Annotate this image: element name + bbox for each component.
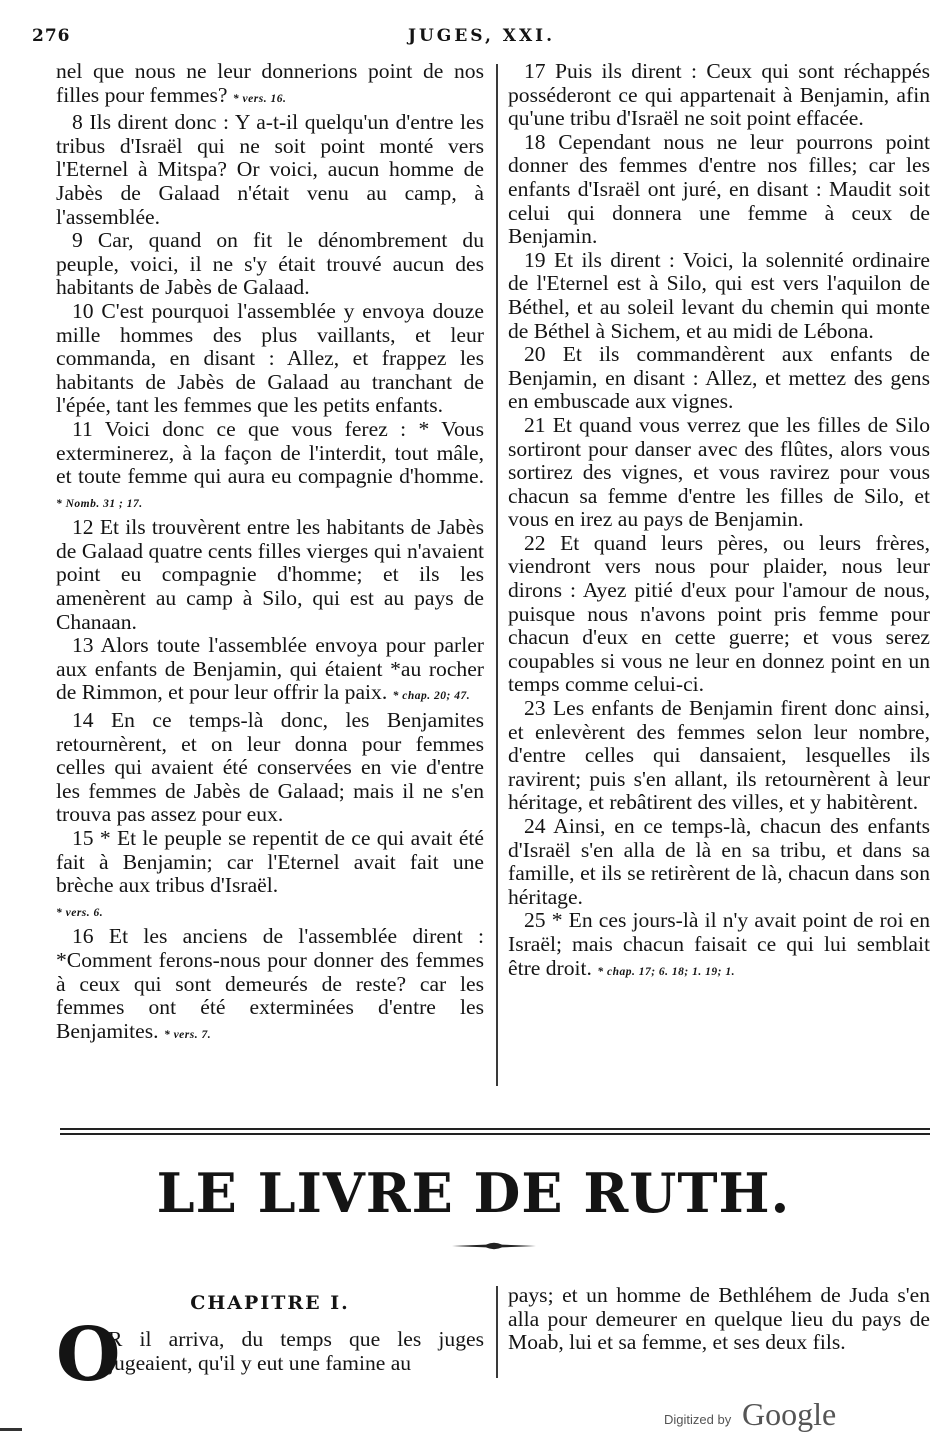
verse-23: 23 Les enfants de Benjamin firent donc ainsi, et enlevèrent des femmes selon leur nombre, d'entre celles qui dansaient, lesquelles ils ravirent; puis s'en allant, ils retournèrent à leur héritage, et rebâtirent des villes, et y habitèrent.: [508, 696, 930, 815]
ruth-right-text: pays; et un homme de Bethléhem de Juda s'en alla pour demeurer en quelque lieu du pays de Moab, lui et sa femme, et ses deux fils.: [508, 1283, 930, 1355]
verse-20: 20 Et ils commandèrent aux enfants de Benjamin, en disant : Allez, et mettez des gens en embuscade aux vignes.: [508, 342, 930, 414]
double-rule-top: [60, 1128, 930, 1130]
running-title: JUGES, XXI.: [407, 26, 556, 46]
margin-mark: [0, 1428, 22, 1431]
cross-reference: * vers. 7.: [163, 1028, 212, 1041]
ornament-dash-icon: [452, 1240, 536, 1252]
verse-14: 14 En ce temps-là donc, les Benjamites retournèrent, et on leur donna pour femmes celles qui avaient été conservées en vie d'entre les femmes de Jabès de Galaad; mais il ne s'en trouva pas assez pour eux.: [56, 708, 484, 827]
book-title: LE LIVRE DE RUTH.: [156, 1161, 791, 1225]
verse-24: 24 Ainsi, en ce temps-là, chacun des enfants d'Israël s'en alla de là en sa tribu, et dans sa famille, et ils se retirèrent de là, chacun dans son héritage.: [508, 814, 930, 909]
verse-25: 25 * En ces jours-là il n'y avait point de roi en Israël; mais chacun faisait ce qui lui semblait être droit. * chap. 17; 6. 18; 1. 19; 1.: [508, 908, 930, 980]
verse-12: 12 Et ils trouvèrent entre les habitants de Jabès de Galaad quatre cents filles vierges qui n'avaient point eu compagnie d'homme; et ils les amenèrent au camp à Silo, qui est au pays de Chanaan.: [56, 515, 484, 634]
verse-21: 21 Et quand vous verrez que les filles de Silo sortiront pour danser avec des flûtes, alors vous sortirez des vignes, et vous ravirez pour vous chacun sa femme d'entre les filles de Silo, et vous en irez au pays de Benjamin.: [508, 412, 930, 532]
verse-16: 16 Et les anciens de l'assemblée dirent : *Comment ferons-nous pour donner des femmes à ceux qui sont demeurés de reste? car les femmes ont été exterminées d'entre les Benjamites. * vers. 7.: [56, 924, 484, 1043]
cross-reference: * vers. 6.: [56, 906, 104, 919]
cross-reference: * vers. 16.: [232, 92, 287, 105]
verse-9: 9 Car, quand on fit le dénombrement du peuple, voici, il ne s'y était trouvé aucun des habitants de Jabès de Galaad.: [56, 228, 484, 300]
verse-11: 11 Voici donc ce que vous ferez : * Vous exterminerez, à la façon de l'interdit, tout mâle, et toute femme qui aura eu compagnie d'homme. * Nomb. 31 ; 17.: [56, 416, 484, 510]
verse-10: 10 C'est pourquoi l'assemblée y envoya douze mille hommes des plus vaillants, et leur commanda, en disant : Allez, et frappez les habitants de Jabès de Galaad au tranchant de l'épée, tant les femmes que les petits enfants.: [56, 298, 484, 418]
chapter-heading: CHAPITRE I.: [190, 1292, 350, 1314]
verse-7-end: nel que nous ne leur donnerions point de nos filles pour femmes? * vers. 16.: [56, 59, 484, 107]
running-header: [30, 26, 933, 52]
column-separator: [496, 64, 498, 1086]
double-rule-bottom: [60, 1133, 930, 1135]
cross-reference: * chap. 20; 47.: [392, 690, 471, 703]
cross-reference: * Nomb. 31 ; 17.: [56, 497, 143, 510]
cross-reference: * chap. 17; 6. 18; 1. 19; 1.: [597, 965, 735, 978]
google-logo: Google: [742, 1396, 837, 1432]
verse-15-ref: [56, 898, 484, 926]
verse-22: 22 Et quand leurs pères, ou leurs frères, viendront vers nous pour plaider, nous leur dirons : Ayez pitié d'eux pour l'amour de nous, puisque nous n'avons point pris femme pour chacun d'eux en cette guerre; et vous serez coupables si vous ne leur en donnez point en un temps comme celui-ci.: [508, 530, 930, 697]
ruth-left-text: R il arriva, du temps que les juges jugeaient, qu'il y eut une famine au: [108, 1327, 484, 1375]
verse-17: 17 Puis ils dirent : Ceux qui sont réchappés posséderont ce qui appartenait à Benjamin, afin qu'une tribu d'Israël ne soit point effacée.: [508, 59, 930, 131]
digitized-watermark: [662, 1396, 902, 1436]
verse-19: 19 Et ils dirent : Voici, la solennité ordinaire de l'Eternel est à Silo, qui est vers l'aquilon de Béthel, et au soleil levant du chemin qui monte de Béthel à Sichem, et au midi de Lébona.: [508, 247, 930, 343]
verse-8: 8 Ils dirent donc : Y a-t-il quelqu'un d'entre les tribus d'Israël qui ne soit point monté vers l'Eternel à Mitspa? Or voici, aucun homme de Jabès de Galaad n'était venu au camp, à l'assemblée.: [56, 110, 484, 229]
right-text-column: [508, 60, 930, 984]
column-separator-bottom: [496, 1286, 498, 1378]
drop-cap: O: [56, 1312, 121, 1398]
watermark-caption: Digitized by: [664, 1412, 732, 1427]
verse-15: 15 * Et le peuple se repentit de ce qui avait été fait à Benjamin; car l'Eternel avait fait une brèche aux tribus d'Israël.: [56, 826, 484, 898]
verse-13: 13 Alors toute l'assemblée envoya pour parler aux enfants de Benjamin, qui étaient *au rocher de Rimmon, et pour leur offrir la paix. * chap. 20; 47.: [56, 633, 484, 705]
verse-18: 18 Cependant nous ne leur pourrons point donner des femmes d'entre nos filles; car les enfants d'Israël ont juré, en disant : Maudit soit celui qui donnera une femme à ceux de Benjamin.: [508, 129, 930, 249]
left-text-column: [56, 60, 484, 1047]
page-number: 276: [32, 26, 71, 46]
